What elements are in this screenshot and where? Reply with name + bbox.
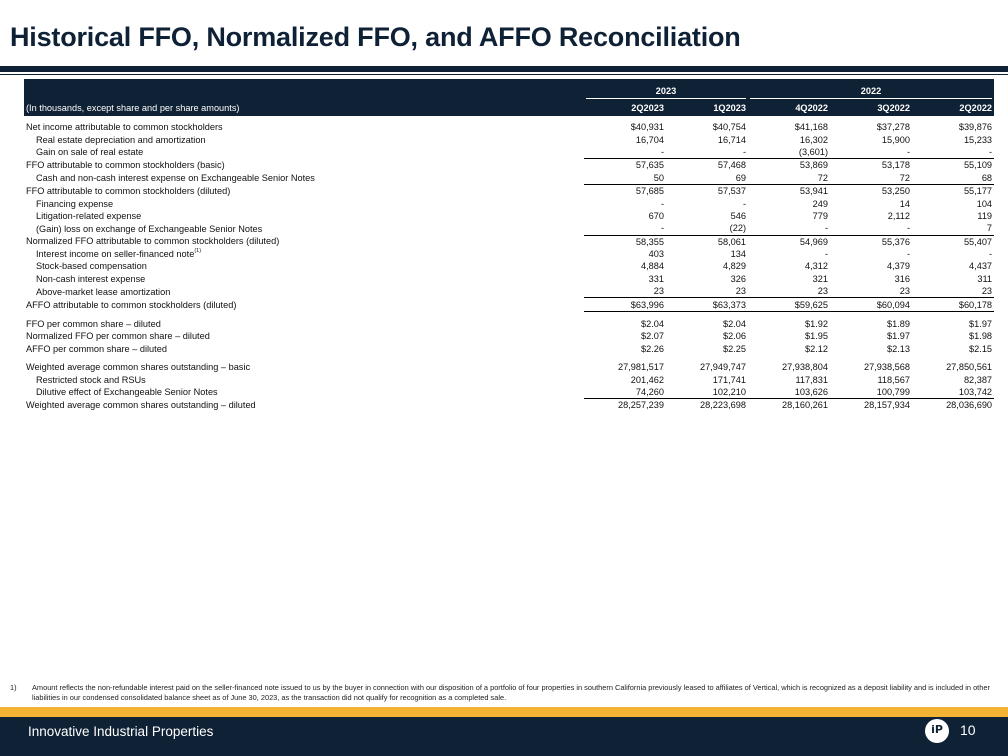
table-cell: 779 [812,210,829,221]
table-row [24,210,994,222]
row-label [24,273,584,285]
table-cell: 7 [986,223,993,234]
table-row [24,248,994,260]
table-cell: 119 [977,210,993,221]
row-label-text: Restricted stock and RSUs [36,374,146,385]
row-label [24,184,584,197]
logo-mark: iP [931,723,943,736]
table-row [24,172,994,185]
row-label-text: AFFO per common share – diluted [26,343,167,354]
row-label [24,197,584,209]
table-cell: 403 [648,249,664,260]
row-label-text: Litigation-related expense [36,210,142,221]
table-cell: 68 [981,172,993,183]
table-cell: 4,379 [887,261,911,272]
table-cell: $2.04 [723,319,747,330]
table-cell: - [824,223,829,234]
table-cell: 546 [730,210,747,221]
table-cell: 27,850,561 [946,362,993,373]
table-cell: 23 [735,286,747,297]
table-row [24,318,994,330]
row-label [24,361,584,373]
table-cell: $37,278 [876,122,911,133]
table-cell: $63,373 [666,298,748,311]
table-cell: 27,981,517 [618,362,664,373]
table-cell: $39,876 [958,122,993,133]
table-cell: 100,799 [876,387,911,397]
table-cell: - [906,146,911,157]
row-label [24,260,584,272]
table-cell: - [988,249,993,260]
row-label-text: Dilutive effect of Exchangeable Senior Notes [36,387,218,398]
table-cell: $1.97 [887,331,911,342]
table-cell: 57,468 [666,159,748,172]
row-label [24,330,584,342]
table-cell: 4,437 [969,261,993,272]
row-label-text: FFO attributable to common stockholders (basic) [26,160,225,171]
table-cell: 58,355 [584,235,666,248]
table-cell: $2.15 [969,343,993,354]
table-cell: 82,387 [963,374,993,385]
row-label [24,235,584,248]
row-label [24,210,584,222]
table-cell: 27,949,747 [700,362,747,373]
table-cell: $2.12 [805,343,829,354]
row-label [24,386,584,399]
table-cell: 57,685 [584,184,666,197]
table-cell: 23 [899,286,911,297]
table-cell: 23 [653,286,664,297]
table-cell: - [742,198,747,209]
table-cell: - [824,249,829,260]
row-label-text: Stock-based compensation [36,261,147,272]
table-cell: 104 [976,198,993,209]
table-cell: $40,931 [630,122,664,133]
row-label-text: Weighted average common shares outstanding – basic [26,362,251,373]
table-row [24,235,994,248]
table-cell: 53,869 [748,159,830,172]
row-label-text: Cash and non-cash interest expense on Exchangeable Senior Notes [36,173,315,183]
column-header: 2Q2023 [631,102,664,113]
table-cell: $2.06 [723,331,747,342]
table-row [24,197,994,209]
table-cell: $59,625 [748,298,830,311]
table-cell: 27,938,804 [782,362,829,373]
table-row [24,222,994,235]
table-cell: $1.98 [969,331,993,342]
table-cell: 57,635 [584,159,666,172]
table-cell: 326 [730,273,747,284]
table-cell: 55,407 [912,235,994,248]
table-cell: 103,742 [958,387,993,397]
table-cell: - [660,198,664,209]
table-cell: - [988,146,993,157]
row-label [24,159,584,172]
table-cell: 27,938,568 [864,362,911,373]
table-cell: 201,462 [630,374,664,385]
row-label [24,172,584,185]
table-cell: (22) [729,223,747,234]
table-cell: $41,168 [794,122,829,133]
table-cell: 55,376 [830,235,912,248]
table-cell: 28,223,698 [666,399,748,412]
company-logo-icon [925,719,949,743]
table-row [24,285,994,298]
table-cell: 72 [899,172,911,183]
row-label-text: Net income attributable to common stockholders [26,122,223,133]
table-cell: 54,969 [748,235,830,248]
table-cell: $1.89 [887,319,911,330]
footnote-text: Amount reflects the non-refundable interest paid on the seller-financed note issued to us by the buyer in connection with our disposition of a portfolio of four properties in southern California previously leased to affiliates of Vertical, which is recognized as a deposit liability and is included in other liabilities in our condensed consolidated balance sheet as of June 30, 2023, as the transaction did not qualify for recognition as a completed sale. [32,683,990,702]
row-label [24,318,584,330]
table-cell: - [660,223,664,234]
footnote-marker: (1) [194,248,202,255]
table-cell: $63,996 [584,298,666,311]
table-cell: 58,061 [666,235,748,248]
table-cell: $1.95 [805,331,829,342]
table-row [24,260,994,272]
table-cell: 134 [730,249,747,260]
table-cell: 50 [653,172,664,183]
reconciliation-table-container [24,79,994,412]
table-cell: $1.97 [969,319,993,330]
reconciliation-table [24,79,994,412]
row-label-text: Normalized FFO per common share – diluted [26,331,210,342]
table-row [24,373,994,385]
page-title: Historical FFO, Normalized FFO, and AFFO Reconciliation [10,22,741,52]
table-cell: 23 [817,286,829,297]
table-cell: 15,233 [963,134,993,145]
table-cell: 249 [812,198,829,209]
table-cell: $60,094 [830,298,912,311]
column-header: 3Q2022 [877,102,911,113]
year-header-row [24,79,994,99]
row-label-text: (Gain) loss on exchange of Exchangeable Senior Notes [36,223,263,234]
table-row [24,399,994,412]
table-cell: 53,178 [830,159,912,172]
table-cell: $2.13 [887,343,911,354]
table-cell: 72 [817,172,829,183]
table-cell: 102,210 [712,387,747,397]
table-cell: 171,741 [712,374,747,385]
row-label [24,343,584,355]
row-label [24,222,584,235]
table-cell: (3,601) [798,146,829,157]
table-cell: 103,626 [794,387,829,397]
table-cell: 311 [977,273,993,284]
row-label-text: Above-market lease amortization [36,286,171,297]
table-cell: 4,884 [641,261,664,272]
row-label-text: Normalized FFO attributable to common stockholders (diluted) [26,236,280,247]
table-cell: 57,537 [666,184,748,197]
table-cell: $40,754 [712,122,747,133]
table-row [24,330,994,342]
row-label-text: FFO per common share – diluted [26,319,161,330]
table-cell: 670 [648,210,664,221]
row-label [24,285,584,298]
table-cell: 55,109 [912,159,994,172]
table-cell: 118,567 [877,374,911,385]
title-underline [0,66,1008,72]
row-label-text: Gain on sale of real estate [36,147,144,158]
table-cell: $2.26 [641,343,664,354]
table-row [24,343,994,355]
table-cell: 4,312 [805,261,829,272]
column-header-row [24,99,994,116]
table-cell: - [906,249,911,260]
table-cell: 16,704 [635,134,664,145]
table-cell: 2,112 [887,210,911,221]
row-label [24,298,584,311]
table-cell: 74,260 [635,387,664,397]
table-cell: 316 [894,273,911,284]
table-cell: 28,036,690 [912,399,994,412]
row-label-text: Real estate depreciation and amortization [36,134,206,145]
table-cell: - [906,223,911,234]
row-label-text: Weighted average common shares outstanding – diluted [26,400,256,411]
table-cell: 14 [899,198,911,209]
table-row [24,133,994,145]
table-cell: 16,714 [717,134,747,145]
footnote [10,683,1000,703]
table-cell: $1.92 [805,319,829,330]
table-row [24,361,994,373]
row-label-text: Interest income on seller-financed note [36,249,195,260]
table-cell: 28,157,934 [830,399,912,412]
row-label [24,373,584,385]
table-row [24,146,994,159]
title-underline-thin [0,74,1008,75]
table-row [24,159,994,172]
row-label-text: Financing expense [36,198,114,209]
units-note: (In thousands, except share and per share amounts) [26,102,240,113]
footnote-number: 1) [10,683,17,692]
table-cell: 55,177 [912,184,994,197]
table-cell: 53,941 [748,184,830,197]
table-cell: - [660,146,664,157]
table-cell: 331 [648,273,664,284]
column-header: 4Q2022 [795,102,829,113]
table-cell: 23 [981,286,993,297]
row-label-text: Non-cash interest expense [36,273,146,284]
table-cell: 53,250 [830,184,912,197]
table-cell: 16,302 [799,134,829,145]
company-name: Innovative Industrial Properties [28,724,214,739]
table-cell: 4,829 [723,261,747,272]
table-row [24,184,994,197]
row-label-text: FFO attributable to common stockholders (diluted) [26,185,231,196]
row-label [24,248,584,260]
column-header: 1Q2023 [713,102,747,113]
table-cell: $2.25 [723,343,747,354]
table-row [24,386,994,399]
table-body [24,116,994,412]
table-cell: $2.07 [641,331,664,342]
row-label [24,399,584,412]
year-2023-label: 2023 [586,86,746,99]
table-cell: 28,160,261 [748,399,830,412]
row-label-text: AFFO attributable to common stockholders (diluted) [26,299,237,310]
table-row [24,273,994,285]
table-cell: 15,900 [881,134,911,145]
year-2022-label: 2022 [750,86,992,99]
table-cell: 28,257,239 [584,399,666,412]
table-row [24,116,994,133]
page-number: 10 [960,722,976,738]
table-row [24,298,994,311]
table-cell: 321 [812,273,829,284]
column-header: 2Q2022 [959,102,993,113]
table-cell: $60,178 [912,298,994,311]
table-cell: - [742,146,747,157]
row-label [24,116,584,133]
row-label [24,146,584,159]
table-cell: $2.04 [641,319,664,330]
row-label [24,133,584,145]
table-cell: 117,831 [795,374,829,385]
table-cell: 69 [735,172,747,183]
